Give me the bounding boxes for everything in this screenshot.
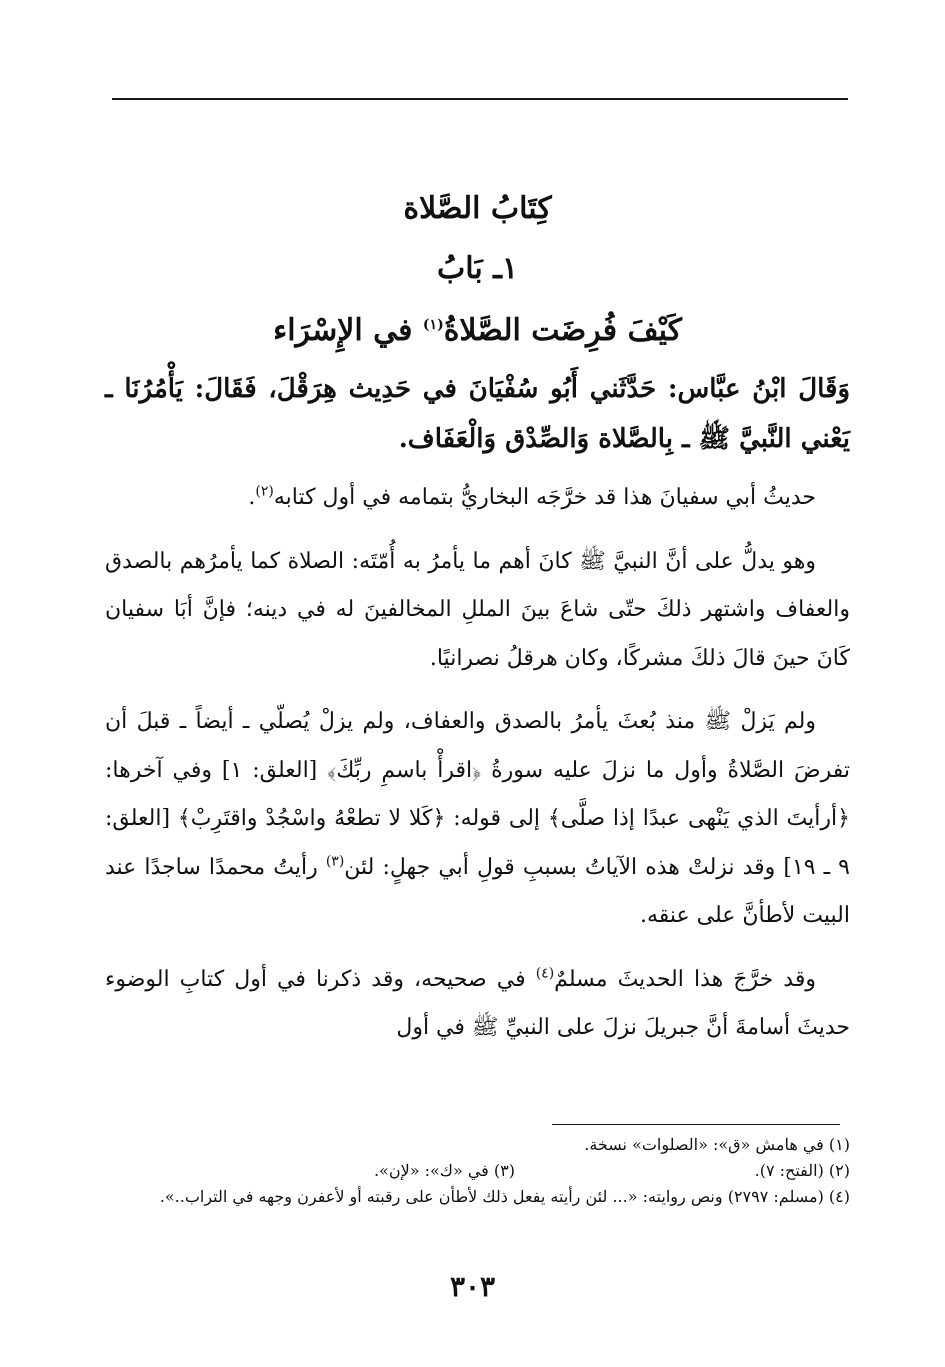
chapter-title — [105, 300, 850, 362]
footnote-row — [105, 1158, 850, 1184]
footnote-ref[interactable]: (٢) — [255, 483, 274, 500]
paragraph-text: وقد خرَّجَ هذا الحديثَ مسلمٌ — [554, 966, 816, 992]
paragraph — [105, 956, 850, 1053]
paragraph-text: رأيتُ محمدًا ساجدًا عند البيت لأطأنَّ على عنقه. — [105, 854, 850, 928]
footnote-rule — [552, 1124, 840, 1125]
footnotes — [105, 1132, 850, 1210]
page-number: ٣٠٣ — [449, 1270, 496, 1303]
footnote-2: (٢) (الفتح: ٧). — [754, 1161, 850, 1180]
footnote-4: (٤) (مسلم: ٢٧٩٧) ونص روايته: «... لئن رأيته يفعل ذلك لأطأن على رقبته أو لأعفرن وجهه في التراب..». — [159, 1187, 850, 1206]
paragraph-text: حديثُ أبي سفيانَ هذا قد خرَّجَه البخاريُّ بتمامه في أول كتابه — [273, 485, 816, 510]
chapter-title-end: في الإِسْرَاء — [273, 313, 423, 348]
paragraph — [105, 474, 850, 523]
header-rule — [112, 98, 848, 100]
paragraph: وهو يدلُّ على أنَّ النبيَّ ﷺ كانَ أهم ما يأمرُ به أُمّتَه: الصلاة كما يأمرُهم بالصدق والعفاف واشتهر ذلكَ حتّى شاعَ بينَ المللِ المخالفينَ له في دينه؛ فإنَّ أبَا سفيان كَانَ حينَ قالَ ذلكَ مشركًا، وكان هرقلُ نصرانيًا. — [105, 548, 850, 671]
paragraph-text: ولم يَزلْ ﷺ منذ بُعثَ يأمرُ بالصدق والعفاف، ولم يزلْ يُصلّي ـ أيضاً ـ قبلَ أن تفرضَ الصَّلاةُ وأول ما نزلَ عليه سورةُ ﴿اقرأْ باسمِ ربِّكَ﴾ [العلق: ١] وفي آخرها: ﴿أرأيتَ الذي يَنْهى عبدًا إذا صلَّى﴾ إلى قوله: ﴿كَلا لا تطعْهُ واسْجُدْ واقتَرِبْ﴾ [العلق: ٩ ـ ١٩] وقد نزلتْ هذه الآياتُ بسببِ قولِ أبي جهلٍ: لئن — [105, 709, 850, 880]
paragraph — [105, 698, 850, 941]
footnote-1: (١) في هامش «ق»: «الصلوات» نسخة. — [584, 1135, 850, 1154]
footnote-ref[interactable]: (١) — [422, 317, 444, 333]
footnote-ref[interactable]: (٤) — [535, 965, 555, 982]
paragraph-text: في صحيحه، وقد ذكرنا في أول كتابِ الوضوء حديثَ أسامةَ أنَّ جبريلَ نزلَ على النبيِّ ﷺ في أول — [105, 966, 850, 1040]
chapter-title-text: كَيْفَ فُرِضَت الصَّلاةُ — [443, 313, 682, 348]
page-body — [105, 180, 850, 1068]
footnote-3: (٣) في «ك»: «لإن». — [373, 1161, 515, 1180]
chapter-number: ١ـ بَابُ — [436, 251, 519, 286]
paragraph-text: . — [248, 485, 256, 510]
intro-hadith: وَقَالَ ابْنُ عبَّاس: حَدَّثَني أَبُو سُفْيَانَ في حَدِيث هِرَقْلَ، فَقَالَ: يَأْمُرُنَا ـ يَعْني النَّبيَّ ﷺ ـ بِالصَّلاة وَالصِّدْق وَالْعَفَاف. — [105, 374, 850, 454]
book-title: كِتَابُ الصَّلاة — [403, 191, 552, 226]
footnote-ref[interactable]: (٣) — [325, 853, 345, 870]
